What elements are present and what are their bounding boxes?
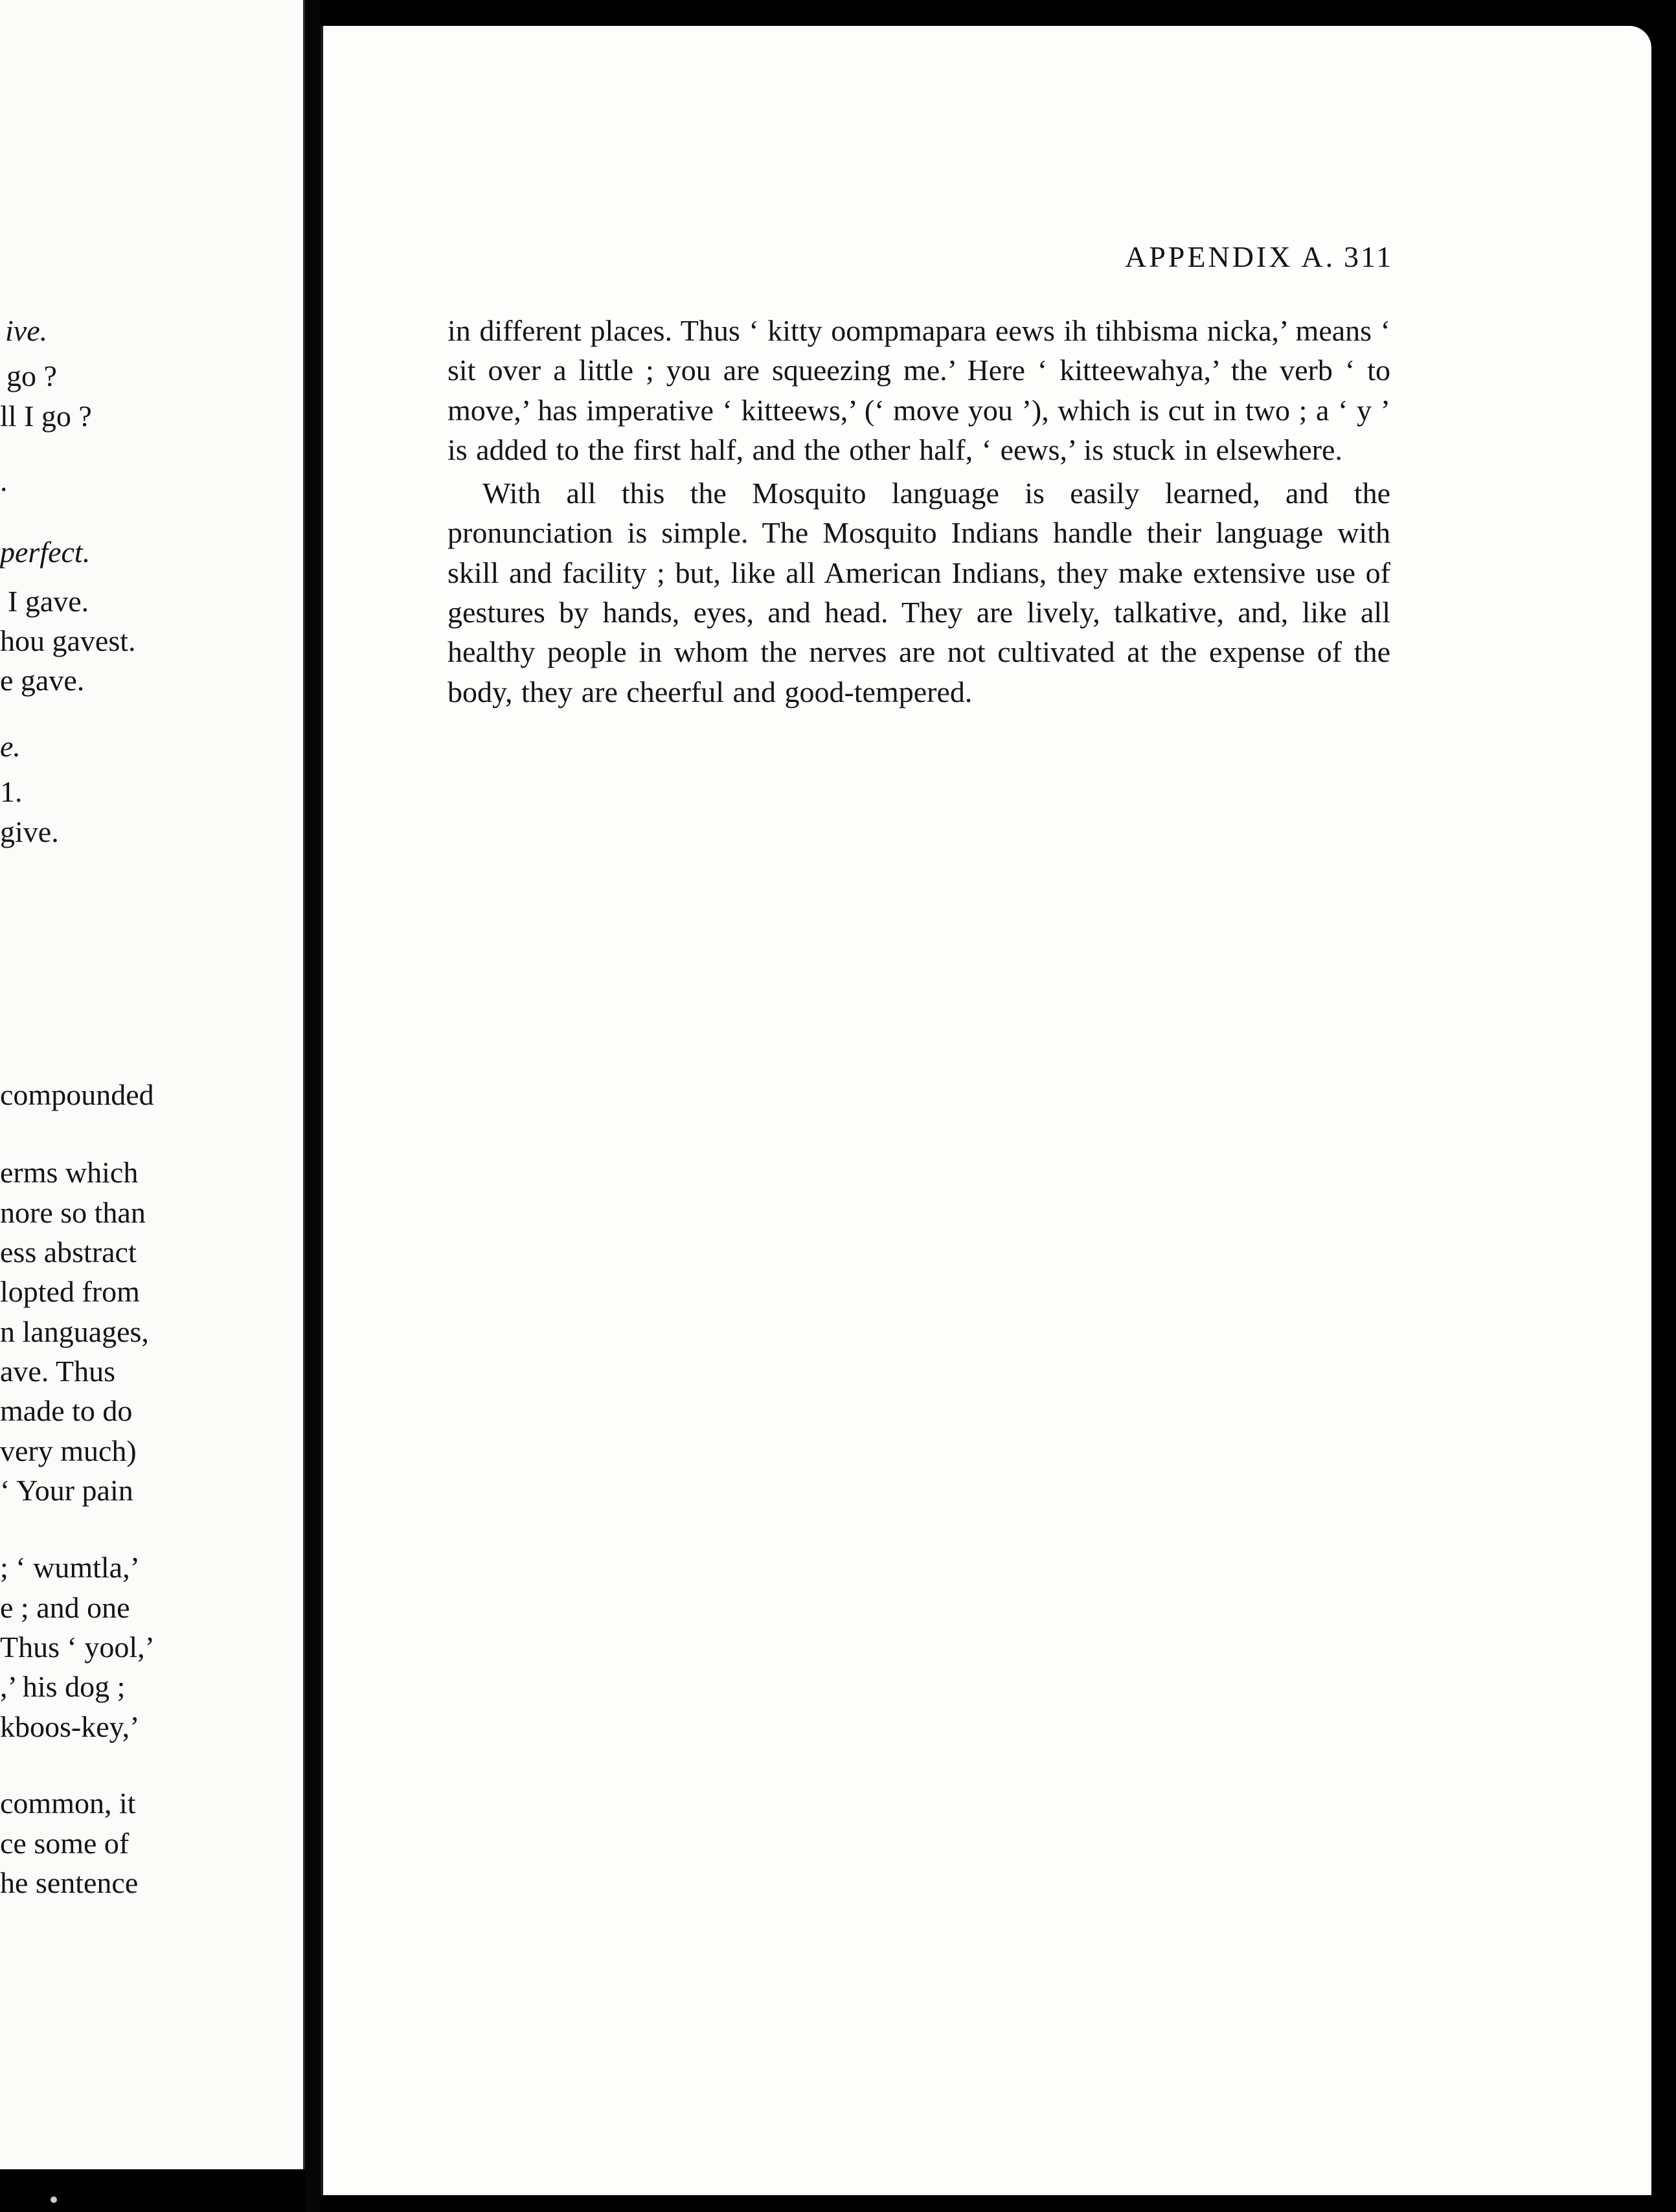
left-page-fragment: give. [0, 815, 59, 848]
left-page-fragment: nore so than [0, 1196, 146, 1229]
left-page-fragment: Thus ‘ yool,’ [0, 1631, 155, 1664]
left-page-fragment: hou gavest. [0, 624, 136, 657]
left-page-fragment: made to do [0, 1394, 133, 1427]
left-page-fragment: he sentence [0, 1866, 139, 1899]
left-page-fragment: n languages, [0, 1315, 149, 1348]
left-page-fragment: e gave. [0, 664, 85, 697]
left-page-fragment: ave. Thus [0, 1355, 116, 1388]
left-page-fragment: ,’ his dog ; [0, 1670, 126, 1703]
left-page-fragment: ; ‘ wumtla,’ [0, 1551, 140, 1584]
left-page-fragment: ive. [5, 314, 48, 347]
paragraph: in different places. Thus ‘ kitty oompmapara eews ih tihbisma nicka,’ means ‘ sit over a little ; you are squeezing me.’ Here ‘ kitteewahya,’ the verb ‘ to move,’ has imperative ‘ kitteews,’ (‘ move you ’), which is cut in two ; a ‘ y ’ is added to the first half, and the other half, ‘ eews,’ is stuck in elsewhere. [447, 314, 1390, 466]
binding-gutter [305, 0, 321, 2212]
left-page-fragment: ll I go ? [0, 400, 92, 433]
left-page-fragment: kboos-key,’ [0, 1710, 140, 1743]
left-page-fragment: compounded [0, 1078, 154, 1111]
left-page-fragment: e ; and one [0, 1591, 130, 1624]
left-page-fragment: very much) [0, 1434, 137, 1467]
paragraph: With all this the Mosquito language is easily learned, and the pronunciation is simple. The Mosquito Indians handle their language with skill and facility ; but, like all American Indians, they make extensive use of gestures by hands, eyes, and head. They are lively, talkative, and, like all healthy people in whom the nerves are not cultivated at the expense of the body, they are cheerful and good-tempered. [447, 477, 1390, 708]
left-page-fragment: 1. [0, 775, 23, 808]
scan-speck [51, 2196, 57, 2203]
left-page-fragment: lopted from [0, 1275, 140, 1308]
left-page-fragment: common, it [0, 1787, 136, 1820]
left-page-fragment: erms which [0, 1156, 139, 1189]
left-page-fragment: ess abstract [0, 1236, 137, 1269]
left-page-fragment: perfect. [0, 536, 91, 569]
left-page-fragment: I gave. [8, 585, 89, 618]
left-page-fragment: e. [0, 730, 21, 763]
right-page [321, 26, 1651, 2195]
left-facing-page [0, 0, 305, 2169]
body-text [447, 311, 1390, 712]
left-page-fragment: . [0, 464, 8, 497]
left-page-fragment: ce some of [0, 1827, 130, 1860]
left-page-fragment: go ? [6, 359, 57, 392]
left-page-fragment: ‘ Your pain [0, 1474, 133, 1507]
page-number: 311 [1344, 240, 1394, 273]
running-head: APPENDIX A. [1125, 240, 1336, 273]
